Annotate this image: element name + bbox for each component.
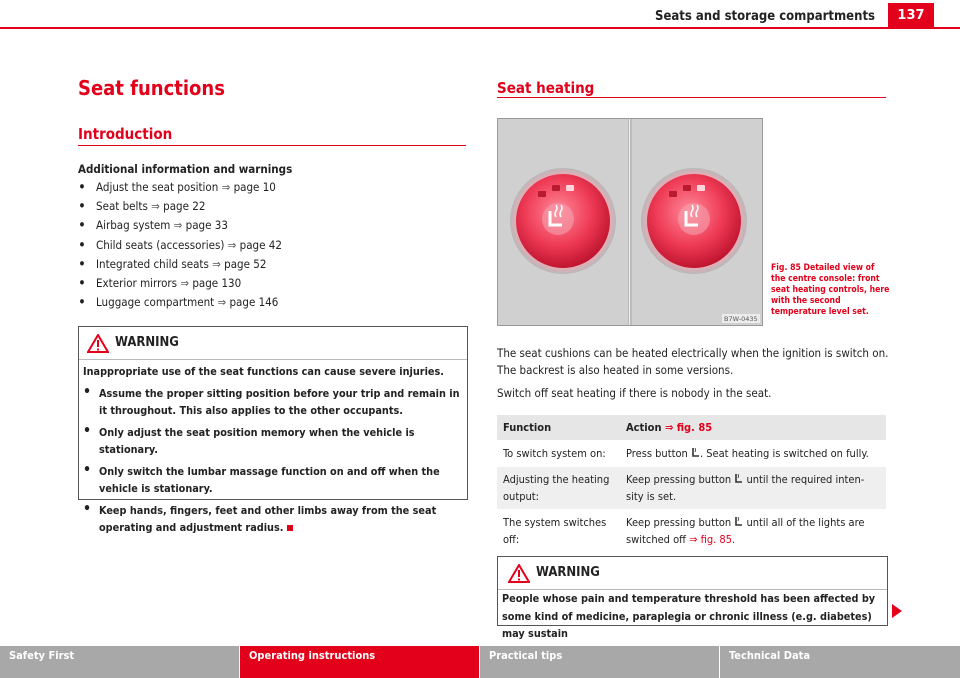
- warning-body: People whose pain and temperature threshold has been affected by some kind of medicine, paraplegia or chronic illness (e.g. diabetes) may sustain: [502, 592, 876, 640]
- warning-label: WARNING: [536, 565, 600, 580]
- seat-heating-icon: [734, 516, 743, 527]
- table-row: [497, 510, 886, 553]
- seat-heating-rule: [497, 97, 886, 98]
- continue-arrow-icon: [892, 604, 902, 618]
- link-text: Child seats (accessories): [96, 237, 225, 252]
- header-rule: [0, 27, 960, 29]
- function-cell: To switch system on:: [497, 441, 620, 467]
- figure-link[interactable]: fig. 85: [676, 421, 713, 434]
- warning-triangle-icon: [87, 334, 109, 353]
- page-link[interactable]: page 146: [229, 295, 279, 310]
- footer-tab-label: Practical tips: [489, 649, 563, 662]
- figure-link[interactable]: fig. 85: [700, 533, 732, 546]
- warning-bullet: • Assume the proper sitting position before your trip and remain in it throughout. This also applies to the other occupants.: [83, 385, 463, 420]
- seat-heating-figure: [497, 118, 763, 326]
- page-link[interactable]: page 22: [163, 199, 206, 214]
- list-item: [78, 236, 458, 255]
- table-row: [497, 467, 886, 510]
- seat-heating-buttons-image: [498, 119, 762, 325]
- arrow-icon: ⇒: [212, 256, 221, 271]
- action-cell: Keep pressing button until all of the lights are switched off ⇒ fig. 85.: [620, 510, 886, 553]
- footer-tab-technical-data[interactable]: [720, 646, 960, 678]
- link-text: Seat belts: [96, 199, 148, 214]
- warning-lead: Inappropriate use of the seat functions can cause severe injuries.: [83, 365, 444, 378]
- end-marker-icon: [287, 525, 293, 531]
- additional-info-heading: Additional information and warnings: [78, 162, 293, 176]
- page-link[interactable]: page 130: [192, 276, 242, 291]
- action-label: Action: [626, 421, 662, 434]
- arrow-icon: ⇒: [221, 180, 231, 194]
- seat-heating-paragraph-2: Switch off seat heating if there is nobody in the seat.: [497, 386, 772, 400]
- seat-heating-icon: [691, 447, 700, 458]
- warning-label: WARNING: [115, 335, 179, 350]
- warning-bullet: • Only adjust the seat position memory when the vehicle is stationary.: [83, 424, 463, 459]
- page-title: Seat functions: [78, 76, 225, 100]
- table-row: [497, 441, 886, 467]
- seat-heating-heading: Seat heating: [497, 79, 595, 97]
- list-item: [78, 293, 458, 312]
- seat-heating-paragraph-1: The seat cushions can be heated electrically when the ignition is switch on. The backrest is also heated in some versions.: [497, 346, 889, 377]
- left-seat-heating-button: [510, 168, 616, 274]
- arrow-icon: ⇒: [227, 237, 237, 252]
- action-cell: [620, 467, 886, 510]
- footer-tab-label: Operating instructions: [249, 649, 376, 662]
- footer-tab-label: Technical Data: [729, 649, 811, 662]
- warning-triangle-icon: [508, 564, 530, 583]
- reference-list: [78, 178, 458, 312]
- action-cell: [620, 441, 886, 467]
- introduction-heading: Introduction: [78, 125, 173, 143]
- running-header-title: Seats and storage compartments: [655, 9, 875, 24]
- action-text: . Seat heating is switched on fully.: [699, 447, 869, 460]
- figure-code: B7W-0435: [724, 315, 758, 323]
- column-header-action: [620, 415, 886, 441]
- warning-box-left: [78, 326, 468, 534]
- link-text: Airbag system: [96, 218, 171, 233]
- arrow-icon: ⇒: [217, 295, 227, 310]
- warning-bullet: • Only switch the lumbar massage function on and off when the vehicle is stationary.: [83, 463, 463, 498]
- warning-bullet-text: Keep hands, fingers, feet and other limbs away from the seat operating and adjustment radius.: [99, 503, 437, 534]
- list-item: [78, 255, 458, 274]
- page-link[interactable]: page 10: [233, 180, 276, 194]
- seat-heating-table: [497, 415, 886, 552]
- link-text: Luggage compartment: [96, 295, 215, 310]
- link-text: Adjust the seat position: [96, 180, 219, 194]
- action-text: until the required inten-sity is set.: [626, 473, 865, 503]
- action-text: until all of the lights are switched off: [626, 516, 865, 546]
- arrow-icon: ⇒: [151, 199, 160, 214]
- warning-body: [83, 363, 463, 541]
- list-item: [78, 216, 458, 235]
- arrow-icon: ⇒: [180, 276, 190, 291]
- footer-tab-safety-first[interactable]: [0, 646, 239, 678]
- warning-header: [498, 557, 887, 590]
- right-seat-heating-button: [641, 168, 747, 274]
- introduction-rule: [78, 145, 466, 146]
- table-header-row: [497, 415, 886, 441]
- action-text: Keep pressing button: [626, 516, 732, 529]
- footer-tab-label: Safety First: [9, 649, 75, 662]
- function-cell: The system switches off:: [497, 510, 620, 553]
- warning-header: [79, 327, 467, 360]
- function-cell: Adjusting the heating output:: [497, 467, 620, 510]
- seat-heating-icon: [734, 473, 743, 484]
- list-item: [78, 178, 458, 197]
- page-link[interactable]: page 33: [185, 218, 228, 233]
- page-link[interactable]: page 42: [239, 237, 282, 252]
- column-header-function: Function: [497, 415, 620, 441]
- link-text: Integrated child seats: [96, 256, 209, 271]
- warning-box-right: [497, 556, 888, 640]
- list-item: [78, 274, 458, 293]
- link-text: Exterior mirrors: [96, 276, 178, 291]
- arrow-icon: ⇒: [664, 421, 674, 434]
- list-item: [78, 197, 458, 216]
- figure-caption: Fig. 85 Detailed view of the centre console: front seat heating controls, here with the second temperature level set.: [771, 263, 890, 317]
- page-number: 137: [888, 3, 934, 28]
- arrow-icon: ⇒: [173, 218, 183, 233]
- action-text: Keep pressing button: [626, 473, 732, 486]
- page-link[interactable]: page 52: [224, 256, 267, 271]
- footer-tab-operating-instructions[interactable]: [240, 646, 479, 678]
- footer-tab-practical-tips[interactable]: [480, 646, 719, 678]
- arrow-icon: ⇒: [689, 533, 698, 546]
- warning-bullet: [83, 502, 463, 537]
- action-text: Press button: [626, 447, 688, 460]
